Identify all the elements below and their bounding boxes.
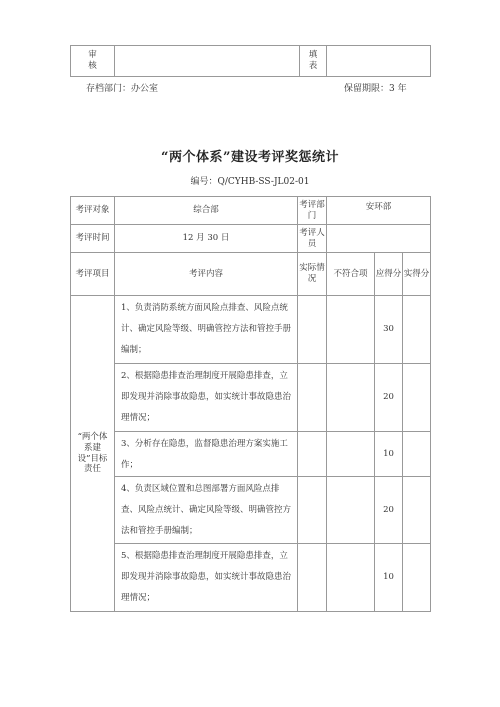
row-actual[interactable] xyxy=(298,296,327,364)
row-nonconform[interactable] xyxy=(327,544,375,612)
fill-label: 填 表 xyxy=(300,46,327,77)
eval-person-label: 考评人员 xyxy=(298,225,327,253)
row-content: 4、负责区域位置和总图部署方面风险点排查、风险点统计、确定风险等级、明确管控方法和管控手册编制； xyxy=(115,477,298,544)
row-actual[interactable] xyxy=(298,364,327,432)
row-score: 20 xyxy=(375,477,403,544)
row-content: 5、根据隐患排查治理制度开展隐患排查，立即发现并消除事故隐患，如实统计事故隐患治理情况； xyxy=(115,544,298,612)
col-content-header: 考评内容 xyxy=(115,253,298,296)
col-nonconform-header: 不符合项 xyxy=(327,253,375,296)
review-label: 审 核 xyxy=(71,46,115,77)
eval-object-value[interactable]: 综合部 xyxy=(115,197,298,225)
row-content: 1、负责消防系统方面风险点排查、风险点统计、确定风险等级、明确管控方法和管控手册编制； xyxy=(115,296,298,364)
eval-dept-value[interactable]: 安环部 xyxy=(327,197,431,225)
row-actual[interactable] xyxy=(298,477,327,544)
row-real-score[interactable] xyxy=(403,296,431,364)
row-nonconform[interactable] xyxy=(327,296,375,364)
row-score: 10 xyxy=(375,432,403,477)
eval-time-label: 考评时间 xyxy=(71,225,115,253)
table-row xyxy=(71,477,431,544)
row-content: 2、根据隐患排查治理制度开展隐患排查，立即发现并消除事故隐患，如实统计事故隐患治理情况； xyxy=(115,364,298,432)
retention-period: 保留期限：3 年 xyxy=(344,84,407,94)
document-code: 编号：Q/CYHB-SS-JL02-01 xyxy=(190,177,310,187)
fill-value[interactable] xyxy=(327,46,431,77)
category-cell: “两个体系建设”目标责任 xyxy=(71,296,115,612)
col-should-header: 应得分 xyxy=(375,253,403,296)
table-row xyxy=(71,432,431,477)
eval-time-value[interactable]: 12 月 30 日 xyxy=(115,225,298,253)
row-actual[interactable] xyxy=(298,544,327,612)
eval-object-label: 考评对象 xyxy=(71,197,115,225)
eval-dept-label: 考评部门 xyxy=(298,197,327,225)
signoff-table xyxy=(70,45,431,77)
table-row xyxy=(71,296,431,364)
row-real-score[interactable] xyxy=(403,432,431,477)
row-nonconform[interactable] xyxy=(327,477,375,544)
evaluation-table xyxy=(70,196,431,612)
row-score: 30 xyxy=(375,296,403,364)
col-item-header: 考评项目 xyxy=(71,253,115,296)
review-value[interactable] xyxy=(115,46,300,77)
row-score: 10 xyxy=(375,544,403,612)
table-row xyxy=(71,544,431,612)
table-row xyxy=(71,364,431,432)
archive-department: 存档部门：办公室 xyxy=(86,84,159,94)
row-content: 3、分析存在隐患，监督隐患治理方案实施工作； xyxy=(115,432,298,477)
col-actual-header: 实际情况 xyxy=(298,253,327,296)
row-nonconform[interactable] xyxy=(327,432,375,477)
row-actual[interactable] xyxy=(298,432,327,477)
row-real-score[interactable] xyxy=(403,544,431,612)
document-title: “两个体系”建设考评奖惩统计 xyxy=(161,150,339,165)
col-real-header: 实得分 xyxy=(403,253,431,296)
row-nonconform[interactable] xyxy=(327,364,375,432)
row-real-score[interactable] xyxy=(403,364,431,432)
row-score: 20 xyxy=(375,364,403,432)
row-real-score[interactable] xyxy=(403,477,431,544)
eval-person-value[interactable] xyxy=(327,225,431,253)
